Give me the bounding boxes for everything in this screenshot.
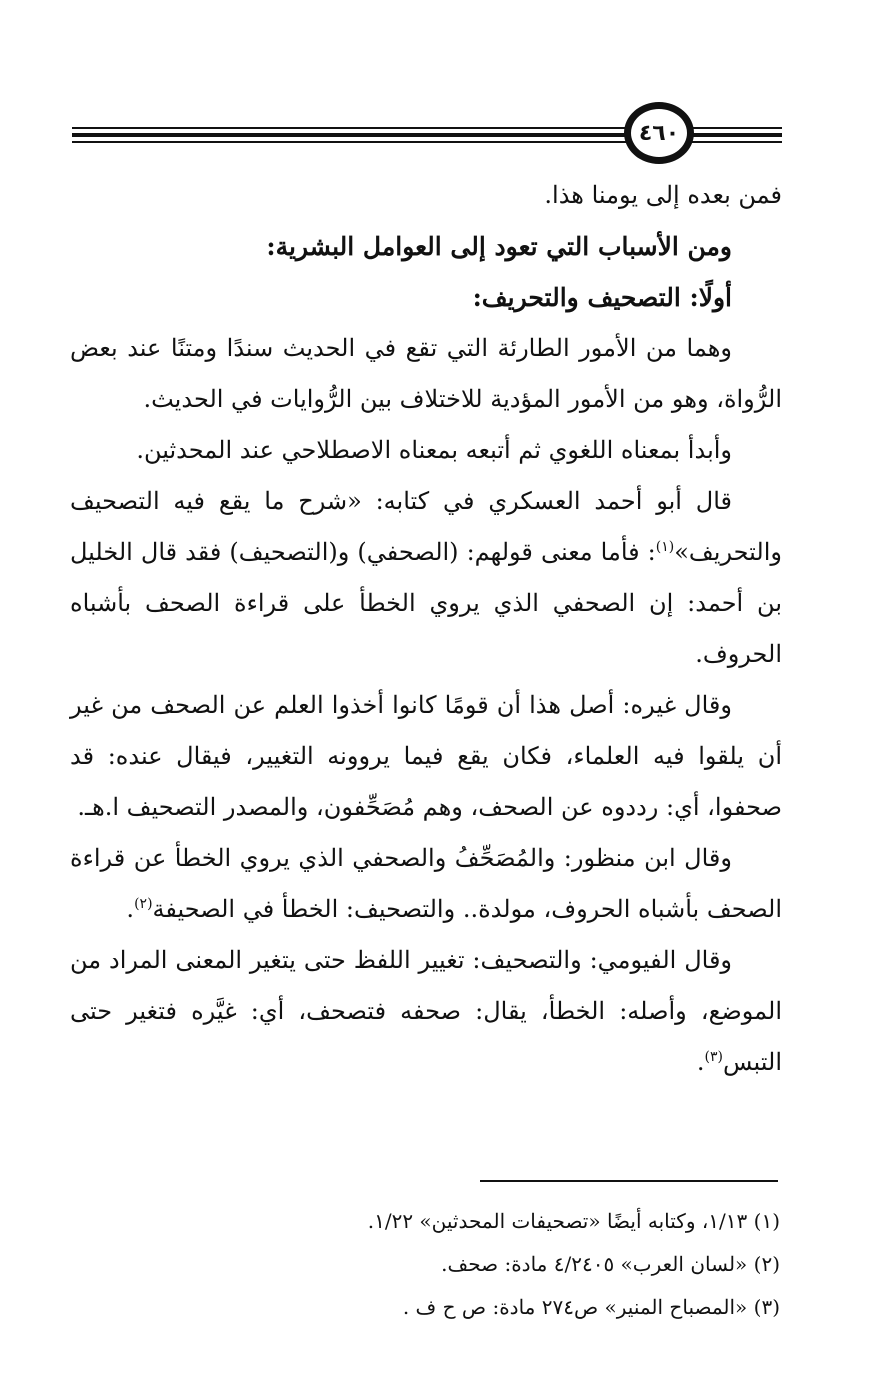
paragraph-text: وهما من الأمور الطارئة التي تقع في الحديث سندًا ومتنًا عند بعض الرُّواة، وهو من الأمور المؤدية للاختلاف بين الرُّوايات في الحديث.: [70, 334, 782, 413]
footnotes: [70, 1200, 780, 1329]
footnote: (٣) «المصباح المنير» ص٢٧٤ مادة: ص ح ف .: [402, 1295, 780, 1319]
footnote: (٢) «لسان العرب» ٤/٢٤٠٥ مادة: صحف.: [441, 1252, 780, 1276]
body-paragraph: [70, 170, 782, 221]
paragraph-text: فمن بعده إلى يومنا هذا.: [544, 181, 782, 209]
paragraph-text: وقال ابن منظور: والمُصَحِّفُ والصحفي الذي يروي الخطأ عن قراءة الصحف بأشباه الحروف، مولدة.. والتصحيف: الخطأ في الصحيفة: [70, 844, 782, 923]
main-text: [70, 170, 782, 1088]
paragraph-text: أولًا: التصحيف والتحريف:: [472, 283, 732, 312]
body-paragraph: [70, 833, 782, 935]
section-heading: [70, 272, 782, 323]
section-heading: [70, 221, 782, 272]
body-paragraph: [70, 680, 782, 833]
paragraph-text: : فأما معنى قولهم: (الصحفي) و(التصحيف) فقد قال الخليل بن أحمد: إن الصحفي الذي يروي الخطأ على قراءة الصحف بأشباه الحروف.: [70, 538, 782, 668]
paragraph-text: قال أبو أحمد العسكري في كتابه: «شرح ما يقع فيه التصحيف والتحريف»: [70, 487, 782, 566]
paragraph-text: وأبدأ بمعناه اللغوي ثم أتبعه بمعناه الاصطلاحي عند المحدثين.: [136, 436, 732, 464]
footnote-marker: (٣): [704, 1049, 723, 1065]
body-paragraph: [70, 935, 782, 1088]
paragraph-text: .: [126, 895, 135, 923]
paragraph-text: ومن الأسباب التي تعود إلى العوامل البشرية:: [266, 232, 732, 261]
body-paragraph: [70, 476, 782, 680]
paragraph-text: .: [696, 1048, 705, 1076]
footnote-marker: (١): [655, 539, 675, 555]
footnote-divider: [480, 1180, 778, 1182]
body-paragraph: [70, 425, 782, 476]
page-number: ٤٦٠: [624, 102, 694, 164]
footnote-marker: (٢): [134, 896, 153, 912]
paragraph-text: وقال الفيومي: والتصحيف: تغيير اللفظ حتى يتغير المعنى المراد من الموضع، وأصله: الخطأ، يقال: صحفه فتصحف، أي: غيَّره فتغير حتى التبس: [70, 946, 783, 1076]
footnote: (١) ١/١٣، وكتابه أيضًا «تصحيفات المحدثين» ١/٢٢.: [367, 1209, 780, 1233]
body-paragraph: [70, 323, 782, 425]
paragraph-text: وقال غيره: أصل هذا أن قومًا كانوا أخذوا العلم عن الصحف من غير أن يلقوا فيه العلماء، فكان يقع فيما يروونه التغيير، فيقال عنده: قد صحفوا، أي: رددوه عن الصحف، وهم مُصَحِّفون، والمصدر التصحيف ا.هـ.: [70, 691, 782, 821]
